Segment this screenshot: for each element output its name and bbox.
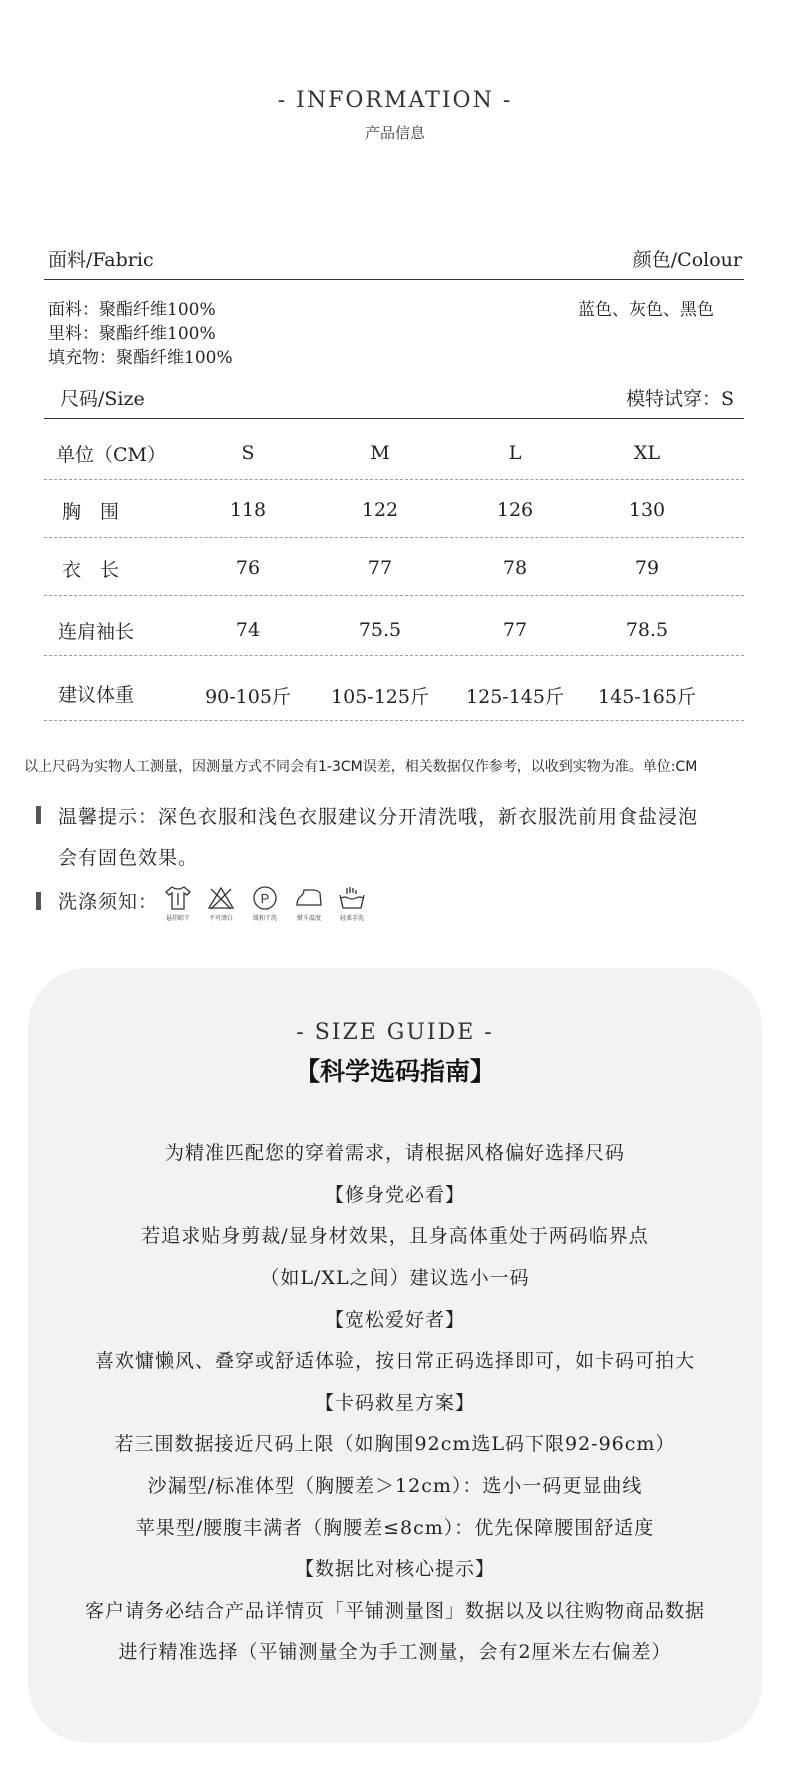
- row-label-weight: 建议体重: [58, 684, 135, 706]
- size-header-s: S: [241, 442, 255, 464]
- guide-line: 若三围数据接近尺码上限（如胸围92cm选L码下限92-96cm）: [114, 1433, 676, 1455]
- size-guide-title: - SIZE GUIDE -: [296, 1020, 494, 1045]
- table-cell: 77: [502, 619, 528, 641]
- row-label-chest: 胸 围: [62, 501, 120, 523]
- table-cell: 126: [496, 499, 534, 521]
- model-size: 模特试穿：S: [625, 388, 734, 410]
- care-item-dry-clean: P 缓和干洗: [248, 885, 282, 922]
- fabric-line-3: 填充物：聚酯纤维100%: [48, 348, 233, 368]
- table-cell: 90-105斤: [205, 686, 291, 708]
- guide-line: 若追求贴身剪裁/显身材效果，且身高体重处于两码临界点: [141, 1225, 649, 1247]
- table-cell: 74: [235, 619, 261, 641]
- guide-line: 为精准匹配您的穿着需求，请根据风格偏好选择尺码: [164, 1142, 625, 1164]
- guide-heading-slim: 【修身党必看】: [324, 1184, 465, 1206]
- table-cell: 78.5: [625, 619, 669, 641]
- svg-text:P: P: [260, 891, 270, 906]
- dry-clean-p-icon: [250, 885, 280, 911]
- care-item-hand-wash: 轻柔手洗: [335, 885, 369, 922]
- table-divider: [44, 720, 744, 721]
- table-cell: 125-145斤: [466, 686, 564, 708]
- colour-values: 蓝色、灰色、黑色: [578, 300, 714, 320]
- table-cell: 75.5: [358, 619, 402, 641]
- size-header-m: M: [370, 442, 390, 464]
- information-subtitle: 产品信息: [364, 124, 425, 142]
- guide-line: （如L/XL之间）建议选小一码: [260, 1267, 530, 1289]
- care-item-no-bleach: 不可漂白: [204, 885, 238, 922]
- guide-line: 沙漏型/标准体型（胸腰差＞12cm）：选小一码更显曲线: [147, 1475, 643, 1497]
- table-divider: [44, 655, 744, 656]
- table-cell: 105-125斤: [331, 686, 429, 708]
- row-label-sleeve: 连肩袖长: [58, 621, 135, 643]
- no-bleach-icon: [206, 885, 236, 911]
- guide-line: 苹果型/腰腹丰满者（胸腰差≤8cm）：优先保障腰围舒适度: [135, 1517, 655, 1539]
- table-cell: 145-165斤: [598, 686, 696, 708]
- iron-icon: [294, 885, 324, 911]
- size-label: 尺码/Size: [60, 388, 145, 410]
- unit-header: 单位（CM）: [56, 444, 166, 466]
- fabric-line-2: 里料：聚酯纤维100%: [48, 324, 216, 344]
- size-header-l: L: [508, 442, 522, 464]
- fabric-line-1: 面料：聚酯纤维100%: [48, 300, 216, 320]
- wash-label: 洗涤须知：: [58, 891, 159, 913]
- guide-heading-loose: 【宽松爱好者】: [324, 1309, 465, 1331]
- information-title: - INFORMATION -: [277, 88, 513, 113]
- care-item-iron: 熨斗温度: [292, 885, 326, 922]
- row-label-length: 衣 长: [62, 559, 120, 581]
- hand-wash-icon: [337, 885, 367, 911]
- fabric-divider: [44, 279, 744, 280]
- table-cell: 78: [502, 557, 528, 579]
- colour-label: 颜色/Colour: [632, 249, 742, 271]
- guide-line: 客户请务必结合产品详情页「平铺测量图」数据以及以往购物商品数据: [84, 1600, 705, 1622]
- care-item-hang-dry: 悬挂晾干: [161, 885, 195, 922]
- measurement-note: 以上尺码为实物人工测量，因测量方式不同会有1-3CM误差，相关数据仅作参考，以收到实物为准。单位:CM: [24, 759, 698, 775]
- guide-heading-between-sizes: 【卡码救星方案】: [314, 1392, 475, 1414]
- warm-tip-line-1: 温馨提示：深色衣服和浅色衣服建议分开清洗哦，新衣服洗前用食盐浸泡: [58, 806, 699, 828]
- guide-line: 进行精准选择（平铺测量全为手工测量，会有2厘米左右偏差）: [118, 1641, 672, 1663]
- table-cell: 118: [229, 499, 267, 521]
- tip-bar: [36, 892, 41, 910]
- tip-bar: [36, 806, 41, 824]
- hang-dry-icon: [163, 885, 193, 911]
- table-cell: 76: [235, 557, 261, 579]
- table-cell: 122: [361, 499, 399, 521]
- guide-heading-data: 【数据比对核心提示】: [294, 1558, 495, 1580]
- table-divider: [44, 479, 744, 480]
- fabric-label: 面料/Fabric: [48, 249, 154, 271]
- size-divider: [44, 418, 744, 419]
- table-divider: [44, 537, 744, 538]
- size-header-xl: XL: [633, 442, 661, 464]
- size-guide-subtitle: 【科学选码指南】: [294, 1057, 495, 1086]
- table-divider: [44, 595, 744, 596]
- table-cell: 77: [367, 557, 393, 579]
- table-cell: 79: [634, 557, 660, 579]
- table-cell: 130: [628, 499, 666, 521]
- guide-line: 喜欢慵懒风、叠穿或舒适体验，按日常正码选择即可，如卡码可拍大: [94, 1350, 695, 1372]
- warm-tip-line-2: 会有固色效果。: [58, 847, 199, 869]
